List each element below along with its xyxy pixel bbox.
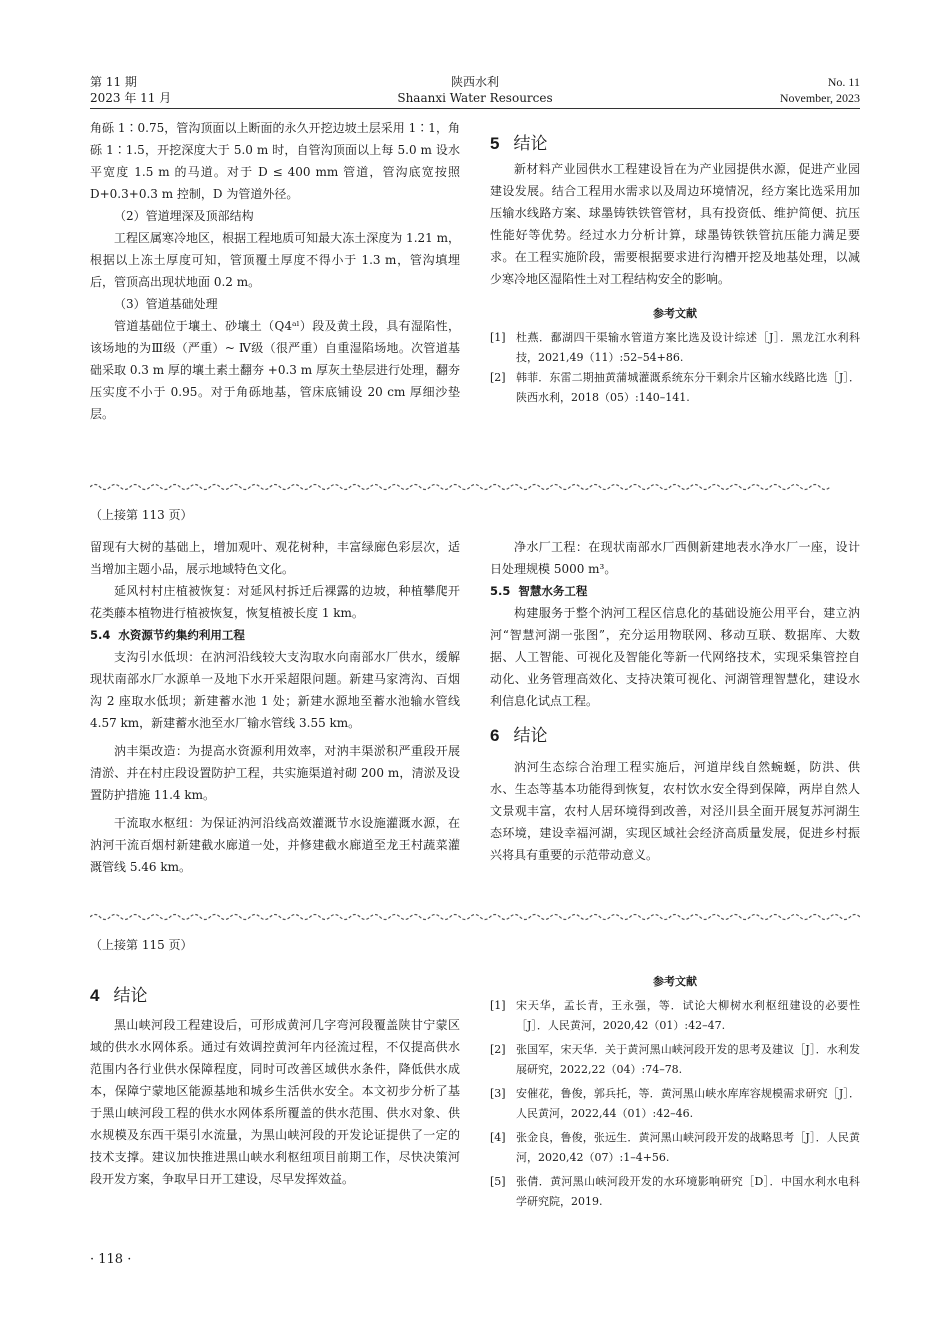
reference-text: 张金良，鲁俊，张远生．黄河黑山峡河段开发的战略思考［J］．人民黄河，2020,42（07）:1–4+56. [516, 1131, 860, 1164]
continued-note: （上接第 115 页） [90, 938, 193, 952]
reference-number: [3] [490, 1087, 506, 1100]
subsection-title: 智慧水务工程 [518, 584, 588, 598]
paragraph: 管道基础位于壤土、砂壤土（Q4ᵃˡ）段及黄土段，具有湿陷性，该场地的为Ⅲ级（严重）~ Ⅳ级（很严重）自重湿陷场地。次管道基础采取 0.3 m 厚的壤土素土翻夯 +0.3 m 厚灰土垫层进行处理，翻夯压实度不小于 0.95。对于角砾地基，管床底铺设 20 cm 厚细沙垫层。 [90, 319, 460, 421]
reference-number: [5] [490, 1175, 506, 1188]
references-title: 参考文献 [653, 307, 697, 320]
reference-text: 张倩．黄河黑山峡河段开发的水环境影响研究［D］．中国水利水电科学研究院，2019. [516, 1175, 860, 1208]
paragraph: 延风村村庄植被恢复：对延风村拆迁后裸露的边坡，种植攀爬开花类藤本植物进行植被恢复，恢复植被长度 1 km。 [90, 584, 460, 620]
reference-item [490, 1084, 860, 1124]
header-right [780, 74, 860, 106]
section-number: 4 [90, 986, 100, 1005]
section-number: 6 [490, 726, 500, 745]
section-title: 结论 [113, 986, 148, 1006]
issue-number-en: No. 11 [827, 75, 860, 89]
paragraph: 汭河生态综合治理工程实施后，河道岸线自然蜿蜒，防洪、供水、生态等基本功能得到恢复，农村饮水安全得到保障，两岸自然人文景观丰富，农村人居环境得到改善，对泾川县全面开展复苏河湖生态环境，建设幸福河湖，实现区域社会经济高质量发展，促进乡村振兴将具有重要的示范带动意义。 [490, 760, 860, 862]
bottom-right-column [490, 968, 860, 1212]
references-list [490, 328, 860, 408]
paragraph: 工程区属寒冷地区，根据工程地质可知最大冻土深度为 1.21 m，根据以上冻土厚度可知，管顶覆土厚度不得小于 1.3 m，管沟填埋后，管顶高出现状地面 0.2 m。 [90, 231, 460, 289]
section-title: 结论 [513, 726, 548, 746]
paragraph: 干流取水枢纽：为保证汭河沿线高效灌溉节水设施灌溉水源，在汭河干流百烟村新建截水廊道一处，并修建截水廊道至龙王村蔬菜灌溉管线 5.46 km。 [90, 816, 460, 874]
reference-item [490, 328, 860, 368]
section-number: 5 [490, 134, 500, 153]
subsection-number: 5.4 [90, 628, 111, 642]
subsection-heading [490, 580, 860, 602]
reference-item [490, 1040, 860, 1080]
reference-number: [1] [490, 999, 506, 1012]
reference-text: 韩菲．东雷二期抽黄蒲城灌溉系统东分干剩余片区输水线路比选［J］．陕西水利，2018（05）:140–141. [516, 371, 860, 404]
reference-text: 杜燕．鄱湖四干渠输水管道方案比选及设计综述［J］．黑龙江水利科技，2021,49（11）:52–54+86. [516, 331, 860, 364]
top-right-column [490, 130, 860, 408]
middle-left-column [90, 536, 460, 878]
reference-number: [4] [490, 1131, 506, 1144]
reference-item [490, 1128, 860, 1168]
bottom-left-column [90, 982, 460, 1190]
wavy-divider [90, 482, 860, 492]
references-title: 参考文献 [653, 975, 697, 988]
reference-text: 安催花，鲁俊，郭兵托，等．黄河黑山峡水库库容规模需求研究［J］．人民黄河，2022,44（01）:42–46. [516, 1087, 860, 1120]
section-title: 结论 [513, 134, 548, 154]
section-heading [490, 130, 860, 158]
paragraph: 汭丰渠改造：为提高水资源利用效率，对汭丰渠淤积严重段开展清淤、并在村庄段设置防护工程，共实施渠道衬砌 200 m，清淤及设置防护措施 11.4 km。 [90, 744, 460, 802]
header-center [90, 74, 860, 106]
reference-text: 张国军，宋天华．关于黄河黑山峡河段开发的思考及建议［J］．水利发展研究，2022,22（04）:74–78. [516, 1043, 860, 1076]
reference-number: [2] [490, 371, 506, 384]
subheading: （2）管道埋深及顶部结构 [114, 209, 254, 223]
top-left-column [90, 117, 460, 425]
page-number: · 118 · [90, 1252, 132, 1267]
journal-name-en: Shaanxi Water Resources [397, 91, 553, 105]
subsection-title: 水资源节约集约利用工程 [118, 628, 245, 642]
reference-number: [1] [490, 331, 506, 344]
section-heading [490, 722, 860, 750]
paragraph: 净水厂工程：在现状南部水厂西侧新建地表水净水厂一座，设计日处理规模 5000 m³。 [490, 540, 860, 576]
reference-item [490, 996, 860, 1036]
paragraph: 留现有大树的基础上，增加观叶、观花树种，丰富绿廊色彩层次，适当增加主题小品，展示地域特色文化。 [90, 540, 460, 576]
wavy-divider [90, 912, 860, 922]
reference-number: [2] [490, 1043, 506, 1056]
references-list [490, 996, 860, 1212]
subheading: （3）管道基础处理 [114, 297, 218, 311]
section-heading [90, 982, 460, 1010]
paragraph: 黑山峡河段工程建设后，可形成黄河几字弯河段覆盖陕甘宁蒙区域的供水水网体系。通过有效调控黄河年内径流过程，不仅提高供水范围内各行业供水保障程度，同时可改善区域供水条件，降低供水成本，保障宁蒙地区能源基地和城乡生活供水安全。本文初步分析了基于黑山峡河段工程的供水水网体系所覆盖的供水范围、供水对象、供水规模及东西干渠引水流量，为黑山峡河段的开发论证提供了一定的技术支撑。建议加快推进黑山峡水利枢纽项目前期工作，尽快决策河段开发方案，争取早日开工建设，尽早发挥效益。 [90, 1018, 460, 1186]
issue-number-cn: 第 11 期 [90, 75, 137, 89]
paragraph: 支沟引水低坝：在汭河沿线较大支沟取水向南部水厂供水，缓解现状南部水厂水源单一及地下水开采超限问题。新建马家湾沟、百烟沟 2 座取水低坝；新建蓄水池 1 处；新建水源地至蓄水池输水管线 4.57 km，新建蓄水池至水厂输水管线 3.55 km。 [90, 650, 460, 730]
paragraph: 新材料产业园供水工程建设旨在为产业园提供水源，促进产业园建设发展。结合工程用水需求以及周边环境情况，经方案比选采用加压输水线路方案、球墨铸铁铁管管材，具有投资低、维护简便、抗压性能好等优势。经过水力分析计算，球墨铸铁铁管抗压能力满足要求。在工程实施阶段，需要根据要求进行沟槽开挖及地基处理，以减少寒冷地区湿陷性土对工程结构安全的影响。 [490, 162, 860, 286]
reference-item [490, 1172, 860, 1212]
issue-date-cn: 2023 年 11 月 [90, 91, 172, 105]
reference-text: 宋天华，孟长青，王永强，等．试论大柳树水利枢纽建设的必要性［J］．人民黄河，2020,42（01）:42–47. [516, 999, 860, 1032]
paragraph: 构建服务于整个汭河工程区信息化的基础设施公用平台，建立汭河“智慧河湖一张图”，充分运用物联网、移动互联、数据库、大数据、人工智能、可视化及智能化等新一代网络技术，实现采集管控自动化、业务管理高效化、支持决策可视化、河湖管理智慧化，建设水利信息化试点工程。 [490, 606, 860, 708]
reference-item [490, 368, 860, 408]
continued-note: （上接第 113 页） [90, 508, 193, 522]
running-header [90, 74, 860, 109]
subsection-heading [90, 624, 460, 646]
issue-date-en: November, 2023 [779, 91, 860, 105]
journal-name-cn: 陕西水利 [450, 75, 499, 89]
subsection-number: 5.5 [490, 584, 511, 598]
middle-right-column [490, 536, 860, 866]
paragraph: 角砾 1∶0.75，管沟顶面以上断面的永久开挖边坡土层采用 1∶1，角砾 1∶1.5，开挖深度大于 5.0 m 时，自管沟顶面以上每 5.0 m 设水平宽度 1.5 m 的马道。对于 D ≤ 400 mm 管道，管沟底宽按照 D+0.3+0.3 m 控制，D 为管道外径。 [90, 121, 460, 201]
